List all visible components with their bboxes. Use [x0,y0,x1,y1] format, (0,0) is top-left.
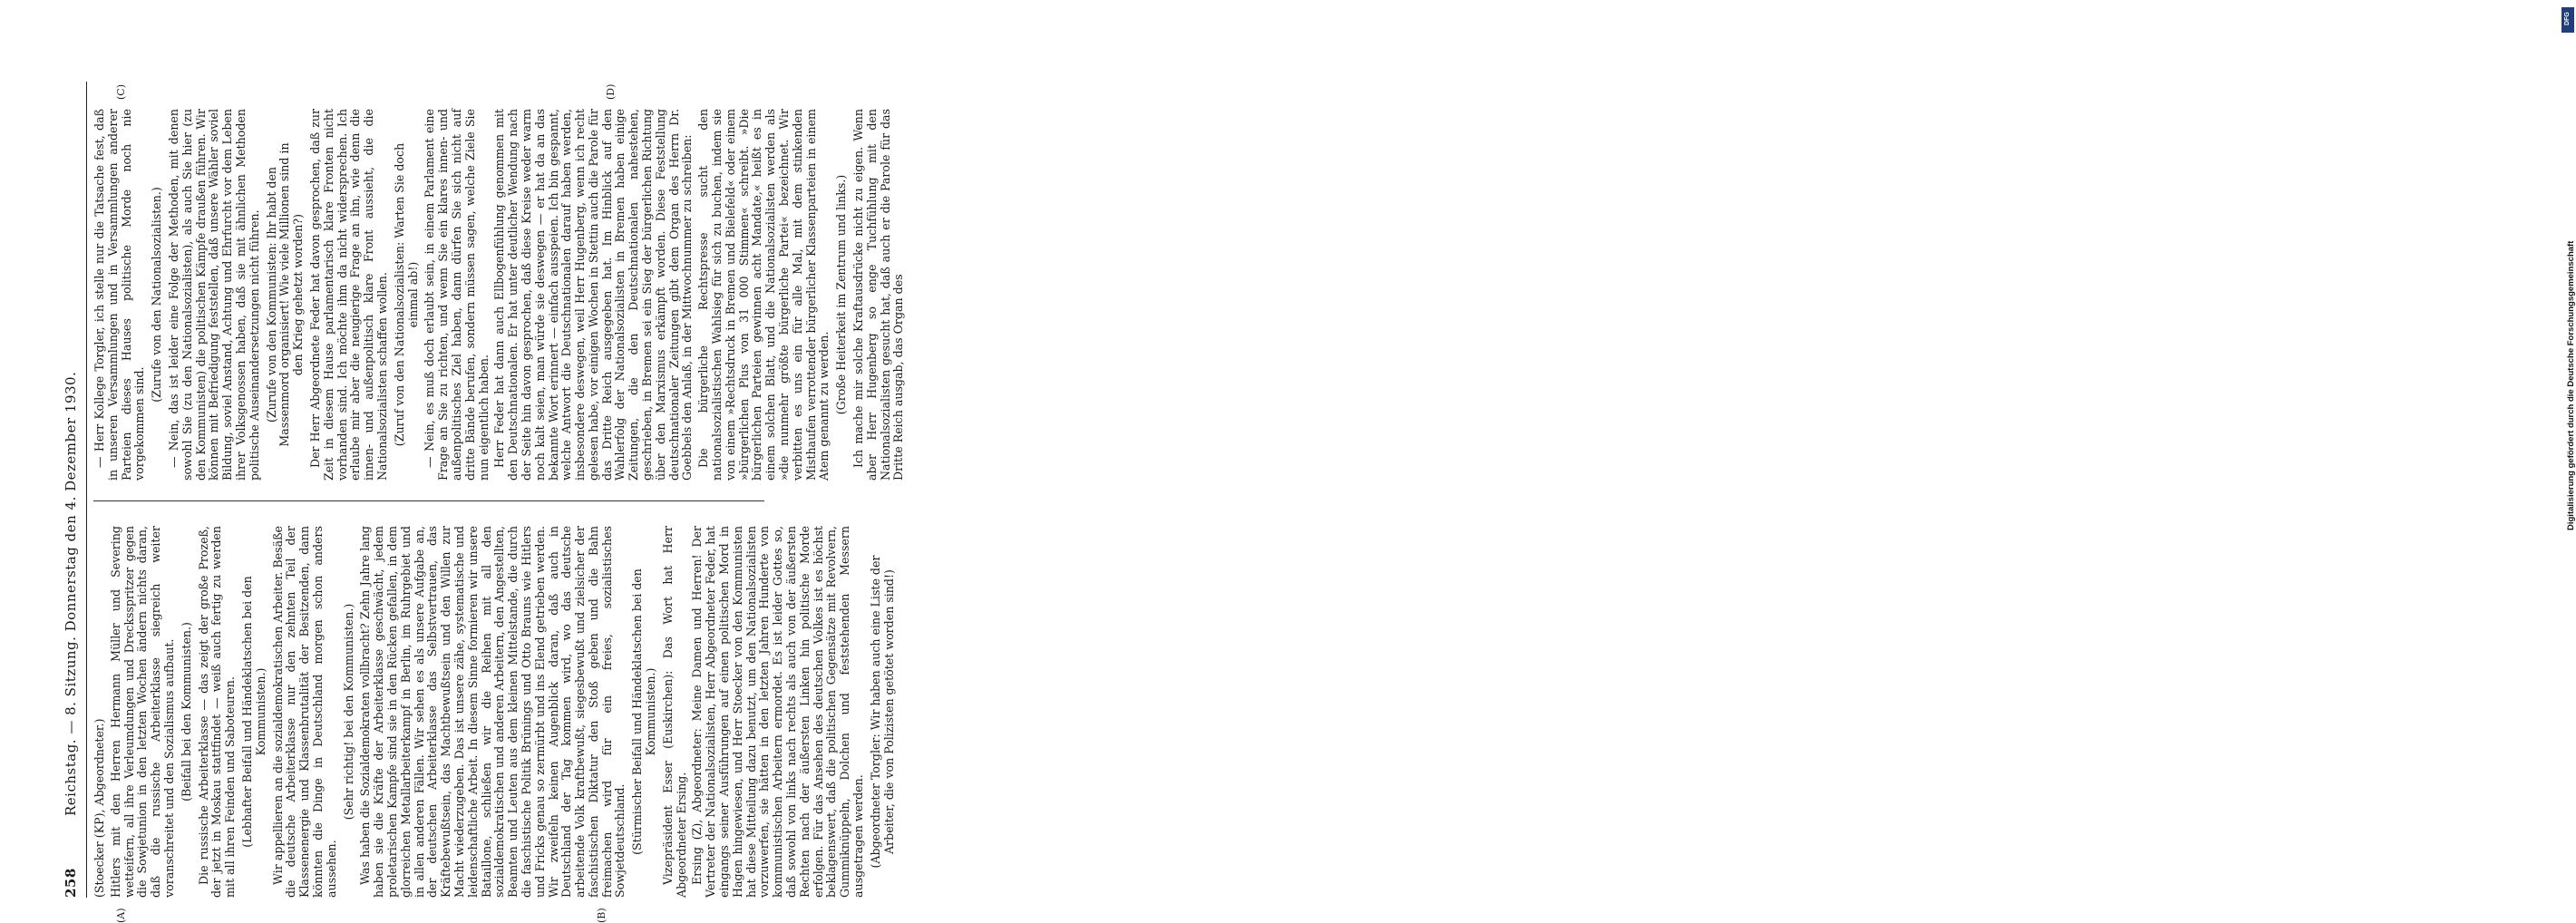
paragraph: Was haben die Sozialdemokraten vollbracht? Zehn Jahre lang haben sie die Kräfte der Arbeiterklasse geschwächt, jedem proletarischen Kampfe sind sie in den Rücken gefallen, in dem glorreichen Metallarbeiterkampf in Berlin, im Ruhrgebiet und in allen anderen Fällen. Wir sehen es als unsere Aufgabe an, der deutschen Arbeiterklasse das Selbstvertrauen, das Kräftebewußtsein, das Machtbewußtsein und den Willen zur Macht wiederzugeben. Das ist unsere zähe, systematische und leidenschaftliche Arbeit. In diesem Sinne formieren wir unsere Bataillone, schließen wir die Reihen mit all den sozialdemokratischen und anderen Arbeitern, den Angestellten, Beamten und Leuten aus dem kleinen Mittelstande, die durch die faschistische Politik Brünings und Otto Brauns wie Hitlers und Fricks genau so zermürbt und ins Elend getrieben werden. Wir zweifeln keinen Augenblick daran, daß auch in Deutschland der Tag kommen wird, wo das deutsche arbeitende Volk kraftbewußt, siegesbewußt und zielsicher der faschistischen Diktatur den Stoß geben und die Bahn freimachen wird für ein freies, sozialistisches Sowjetdeutschland. [358,526,627,898]
interjection: (Große Heiterkeit im Zentrum und links.) [834,174,849,415]
interjection: (Beifall bei den Kommunisten.) [179,622,193,802]
paragraph: Vizepräsident Esser (Euskirchen): Das Wort hat Herr Abgeordneter Ersing. [660,526,688,898]
paragraph: — Nein, das ist leider eine Folge der Methoden, mit denen sowohl Sie (zu den Nationalsozialisten), als auch Sie hier (zu den Kommunisten) die politischen Kämpfe draußen führen. Wir können mit Befriedigung feststellen, daß unsere Wähler soviel Bildung, soviel Anstand, Achtung und Ehrfurcht vor dem Leben ihrer Volksgenossen haben, daß sie mit ähnlichen Methoden politische Auseinandersetzungen nicht führen. [166,109,261,481]
margin-letter-a: (A) [115,908,127,923]
dfg-logo-text: DFG [2564,12,2571,25]
paragraph: — Herr Kollege Torgler, ich stelle nur die Tatsache fest, daß in unseren Versammlungen und in Versammlungen anderer Parteien dieses Hauses politische Morde noch nie vorgekommen sind. [92,109,147,481]
column-divider [93,500,764,501]
quotation: Die bürgerliche Rechtspresse sucht den nationalsozialistischen Wahlsieg für sich zu buchen, indem sie von einem »Rechtsdruck in Bremen und Bielefeld« oder einem »bürgerlichen Plus von 31 000 Stimmen« schreibt. »Die bürgerlichen Parteien gewinnen acht Mandate,« heißt es in einem solchen Blatt, und die Nationalsozialisten werden als »die nunmehr größte bürgerliche Partei« bezeichnet. Wir verbitten es uns ein für alle Mal, mit dem stinkenden Misthaufen verrottender bürgerlicher Klassenparteien in einem Atem genannt zu werden. [696,109,831,481]
paragraph: Herr Feder hat dann auch Ellbogenfühlung genommen mit den Deutschnationalen. Er hat unter deutlicher Wendung nach der Seite hin davon gesprochen, daß diese Kreise weder warm noch kalt seien, man würde sie deswegen — er hat da an das bekannte Wort erinnert — einfach ausspeien. Ich bin gespannt, welche Antwort die Deutschnationalen darauf haben werden, insbesondere deswegen, weil Herr Hugenberg, wenn ich recht gelesen habe, vor einigen Wochen in Stettin auch die Parole für das Dritte Reich ausgegeben hat. Im Hinblick auf den Wahlerfolg der Nationalsozialisten in Bremen haben einige Zeitungen, die den Deutschnationalen nahestehen, geschrieben, in Bremen sei ein Sieg der bürgerlichen Richtung über den Marxismus erkämpft worden. Diese Feststellung deutschnationaler Zeitungen gibt dem Organ des Herrn Dr. Goebbels den Anlaß, in der Mittwochnummer zu schreiben: [492,109,695,481]
digitization-credit: Digitalisierung gefördert durch die Deutsche Forschungsgemeinschaft [2566,240,2576,530]
paragraph: (Stoecker (KP), Abgeordneter.) [92,718,106,898]
interjection: (Zurufe von den Kommunisten: Ihr habt den Massenmord organisiert! Wie viele Millionen sind in den Krieg gehetzt worden?) [264,142,306,447]
margin-letter-d: (D) [605,83,617,100]
dfg-logo [2561,7,2574,33]
rotated-page-content [61,82,1194,923]
paragraph: Ich mache mir solche Kraftausdrücke nicht zu eigen. Wenn aber Herr Hugenberg so enge Tuchfühlung mit den Nationalsozialisten gesucht hat, daß auch er die Parole für das Dritte Reich ausgab, das Organ des [851,109,906,481]
page-header [61,82,88,898]
margin-letter-b: (B) [596,908,608,923]
left-column [93,526,899,898]
interjection: (Lebhafter Beifall und Händeklatschen bei den Kommunisten.) [239,576,267,848]
digitization-sidebar [1278,0,2576,907]
paragraph: — Nein, es muß doch erlaubt sein, in einem Parlament eine Frage an Sie zu richten, und wenn Sie ein klares innen- und außenpolitisches Ziel haben, dann dürfen Sie sich nicht auf dritte Bände berufen, sondern müssen sagen, welche Ziele Sie nun eigentlich haben. [423,109,491,481]
right-column [93,109,909,481]
paragraph: Hitlers mit den Herren Hermann Müller und Severing wetteifern, all ihre Verleumdungen und Drecksspritzer gegen die Sowjetunion in den letzten Wochen ändern nichts daran, daß die russische Arbeiterklasse siegreich weiter voranschreitet und den Sozialismus aufbaut. [108,526,176,898]
interjection: (Sehr richtig! bei den Kommunisten.) [341,603,355,821]
interjection: (Zuruf von den Nationalsozialisten: Warten Sie doch einmal ab!) [392,142,420,447]
header-rule [86,82,87,898]
paragraph: Der Herr Abgeordnete Feder hat davon gesprochen, daß zur Zeit in diesem Hause parlamentarisch klare Fronten nicht vorhanden sind. Ich möchte ihm da nicht widersprechen. Ich erlaube mir aber die neugierige Frage an ihn, wie denn die innen- und außenpolitisch klare Front aussieht, die die Nationalsozialisten schaffen wollen. [307,109,389,481]
interjection: (Abgeordneter Torgler: Wir haben auch eine Liste der Arbeiter, die von Polizisten getötet worden sind!) [868,555,896,869]
interjection: (Zurufe von den Nationalsozialisten.) [150,187,164,403]
interjection: (Stürmischer Beifall und Händeklatschen bei den Kommunisten.) [630,568,658,855]
paragraph: Wir appellieren an die sozialdemokratischen Arbeiter. Besäße die deutsche Arbeiterklasse nur den zehnten Teil der Klassenenergie und Klassenbrutalität der Besitzenden, dann könnten die Dinge in Deutschland morgen schon anders aussehen. [270,526,338,898]
paragraph: Ersing (Z), Abgeordneter: Meine Damen und Herren! Der Vertreter der Nationalsozialisten, Herr Abgeordneter Feder, hat eingangs seiner Ausführungen auf einen politischen Mord in Hagen hingewiesen, und Herr Stoecker von den Kommunisten hat diese Mitteilung dazu benutzt, um den Nationalsozialisten vorzuwerfen, sie hätten in den letzten Jahren Hunderte von kommunistischen Arbeitern ermordet. Es ist leider Gottes so, daß sowohl von links nach rechts als auch von der äußersten Rechten nach der äußersten Linken hin politische Morde erfolgen. Für das Ansehen des deutschen Volkes ist es höchst beklagenswert, daß die politischen Gegensätze mit Revolvern, Gummiknüppeln, Dolchen und feststehenden Messern ausgetragen werden. [690,526,866,898]
paragraph: Die russische Arbeiterklasse — das zeigt der große Prozeß, der jetzt in Moskau stattfindet — weiß auch fertig zu werden mit all ihren Feinden und Saboteuren. [196,526,238,898]
page-number: 258 [63,868,79,898]
page-title: Reichstag. — 8. Sitzung. Donnerstag den 4. Dezember 1930. [63,371,79,816]
margin-letter-c: (C) [115,84,127,100]
